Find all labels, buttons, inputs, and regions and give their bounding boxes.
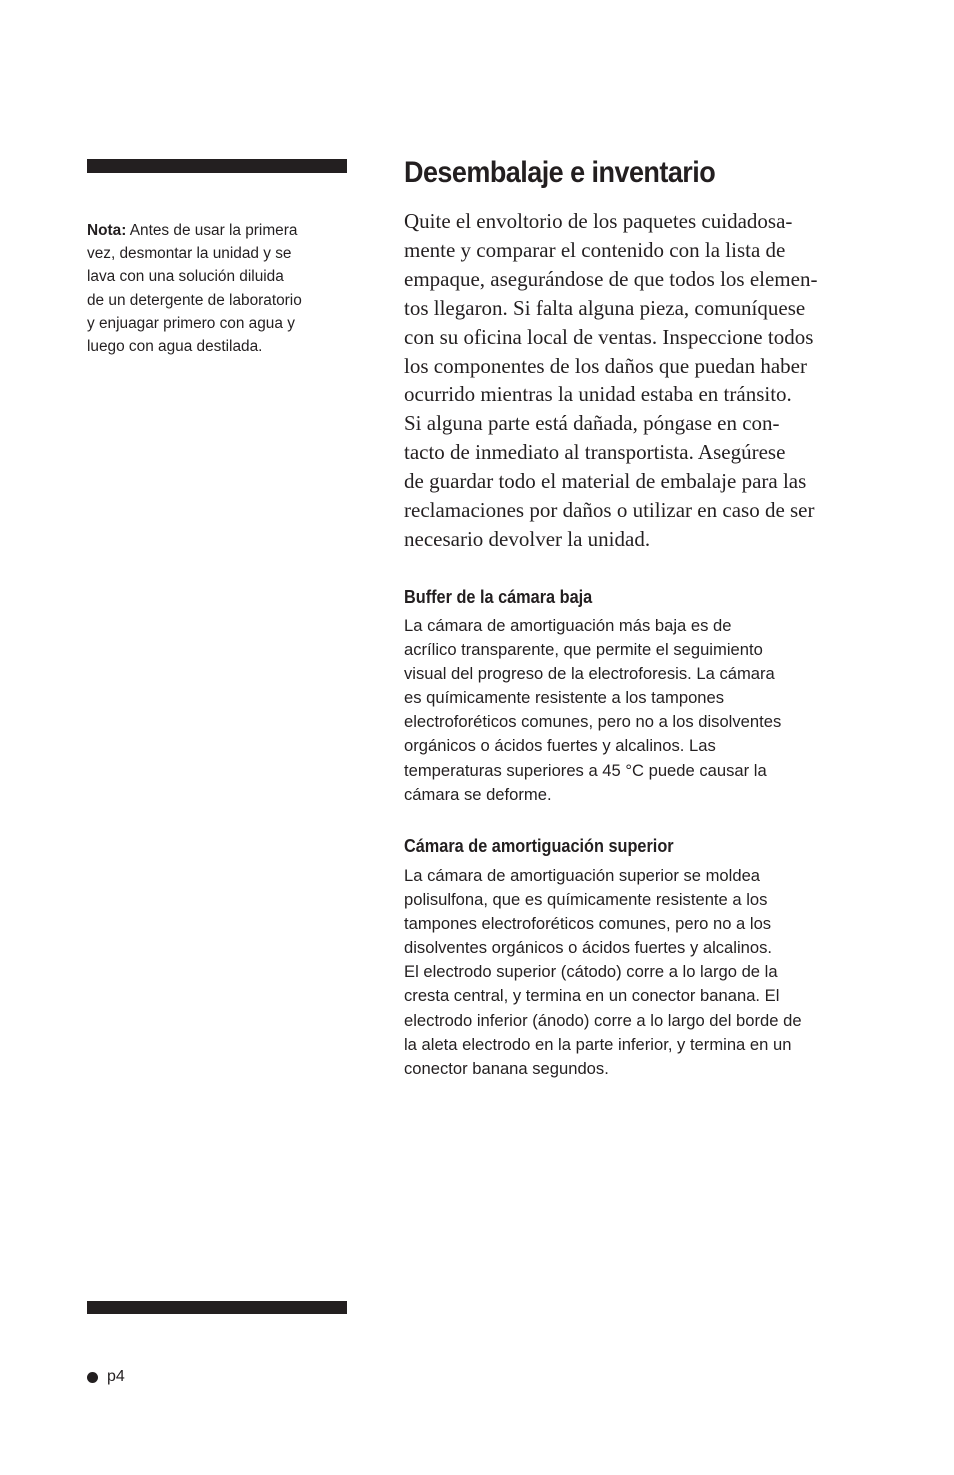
intro-line: ocurrido mientras la unidad estaba en tránsito. [404,382,792,407]
body-line: El electrodo superior (cátodo) corre a lo largo de la [404,962,778,982]
body-line: orgánicos o ácidos fuertes y alcalinos. Las [404,736,716,756]
intro-line: tacto de inmediato al transportista. Asegúrese [404,440,786,465]
body-line: la aleta electrodo en la parte inferior, y termina en un [404,1034,792,1054]
body-line: conector banana segundos. [404,1058,609,1078]
intro-line: los componentes de los daños que puedan haber [404,353,807,378]
body-line: disolventes orgánicos o ácidos fuertes y alcalinos. [404,938,773,958]
bullet-icon [87,1372,98,1383]
intro-line: Quite el envoltorio de los paquetes cuidadosa- [404,209,793,233]
note-label: Nota: [87,222,127,239]
body-line: La cámara de amortiguación superior se moldea [404,866,761,885]
section-heading-upper-chamber: Cámara de amortiguación superior [404,835,674,856]
intro-line: empaque, asegurándose de que todos los elemen- [404,266,818,291]
intro-line: mente y comparar el contenido con la lista de [404,237,786,262]
body-line: cámara se deforme. [404,784,552,804]
note-line: luego con agua destilada. [87,338,263,356]
body-line: visual del progreso de la electroforesis. La cámara [404,664,775,684]
body-line: cresta central, y termina en un conector banana. El [404,986,780,1006]
note-text: Antes de usar la primera [126,222,298,239]
page-title: Desembalaje e inventario [404,156,716,189]
intro-paragraph [404,207,817,554]
note-line: y enjuagar primero con agua y [87,314,295,332]
intro-line: Si alguna parte está dañada, póngase en con- [404,411,780,436]
body-line: electrodo inferior (ánodo) corre a lo largo del borde de [404,1010,802,1030]
body-line: acrílico transparente, que permite el seguimiento [404,640,763,660]
note-line: de un detergente de laboratorio [87,291,302,309]
intro-line: reclamaciones por daños o utilizar en caso de ser [404,498,815,523]
section-heading-lower-chamber: Buffer de la cámara baja [404,586,593,607]
body-line: temperaturas superiores a 45 °C puede causar la [404,760,767,780]
note-line: vez, desmontar la unidad y se [87,245,292,263]
intro-line: de guardar todo el material de embalaje para las [404,469,807,494]
bottom-rule [87,1301,347,1314]
intro-line: tos llegaron. Si falta alguna pieza, comuníquese [404,295,806,320]
section-body-upper-chamber [404,864,802,1081]
body-line: La cámara de amortiguación más baja es de [404,616,732,635]
note-line: lava con una solución diluida [87,268,284,286]
intro-line: necesario devolver la unidad. [404,526,651,551]
body-line: electroforéticos comunes, pero no a los disolventes [404,712,782,732]
top-rule [87,159,347,173]
page-number: p4 [107,1368,125,1385]
intro-line: con su oficina local de ventas. Inspeccione todos [404,324,814,349]
page-footer [87,1366,125,1388]
body-line: tampones electroforéticos comunes, pero no a los [404,914,772,934]
section-body-lower-chamber [404,614,781,807]
note-line [87,219,345,242]
body-line: es químicamente resistente a los tampones [404,688,725,708]
sidebar-note [87,219,345,358]
body-line: polisulfona, que es químicamente resistente a los [404,890,768,910]
